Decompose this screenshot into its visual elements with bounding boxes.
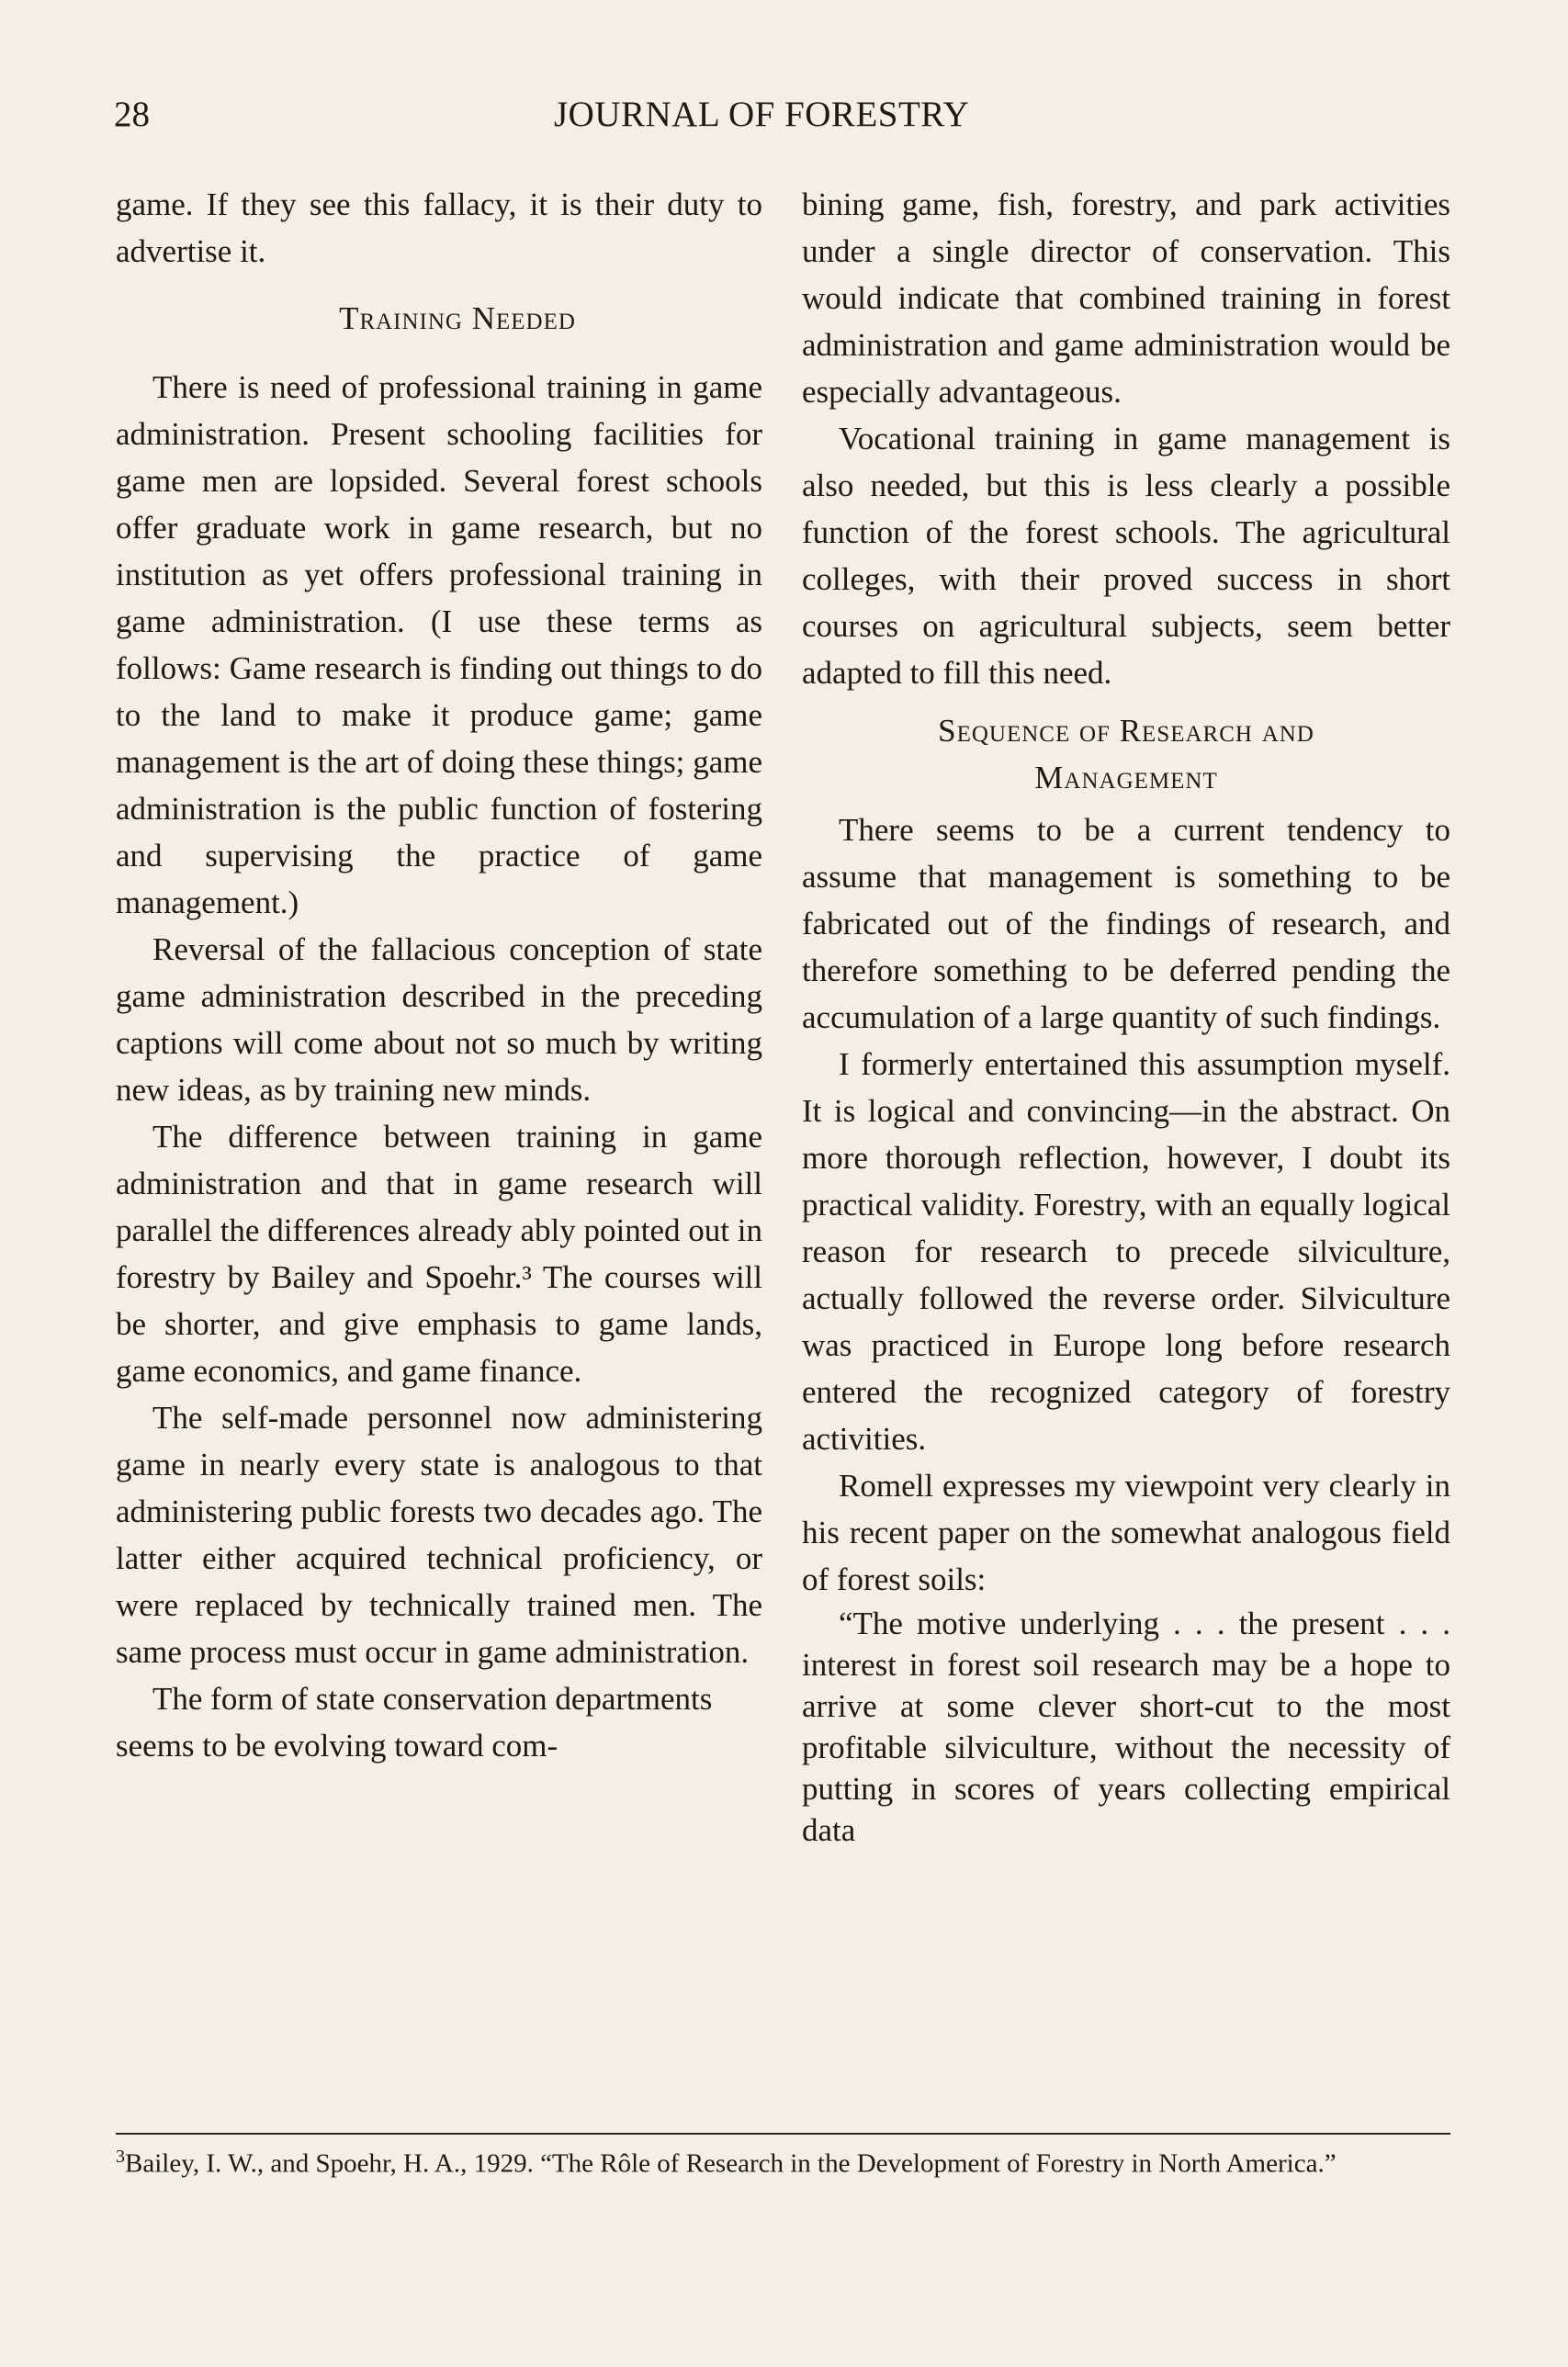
paragraph: Reversal of the fallacious conception of state game administration described in the preceding captions will come about not so much by writing new ideas, as by training new minds.: [116, 931, 762, 1108]
left-column: [116, 181, 762, 1769]
footnote-divider: [116, 2133, 1450, 2135]
paragraph: The difference between training in game administration and that in game research will parallel the differences already ably pointed out in forestry by Bailey and Spoehr.³ The courses will be shorter, and give emphasis to game lands, game economics, and game finance.: [116, 1119, 762, 1389]
paragraph: There seems to be a current tendency to assume that management is something to be fabricated out of the findings of research, and therefore something to be deferred pending the accumulation of a large quantity of such findings.: [802, 812, 1450, 1035]
paragraph: bining game, fish, forestry, and park activities under a single director of conservation. This would indicate that combined training in forest administration and game administration would be especially advantageous.: [802, 186, 1450, 410]
paragraph: The self-made personnel now administering game in nearly every state is analogous to that administering public forests two decades ago. The latter either acquired technical proficiency, or were replaced by technically trained men. The same process must occur in game administration.: [116, 1400, 762, 1670]
paragraph: I formerly entertained this assumption myself. It is logical and convincing—in the abstract. On more thorough reflection, however, I doubt its practical validity. Forestry, with an equally logical reason for research to precede silviculture, actually followed the reverse order. Silviculture was practiced in Europe long before research entered the recognized category of forestry activities.: [802, 1046, 1450, 1457]
running-title: JOURNAL OF FORESTRY: [554, 94, 970, 134]
block-quote: “The motive underlying . . . the present . . . interest in forest soil research may be a hope to arrive at some clever short-cut to the most profitable silviculture, without the necessity of putting in scores of years collecting empirical data: [802, 1606, 1450, 1848]
section-heading-line: Management: [1034, 760, 1218, 795]
footnote: [116, 2138, 1450, 2182]
section-heading-training-needed: Training Needed: [339, 300, 576, 336]
paragraph: game. If they see this fallacy, it is their duty to advertise it.: [116, 186, 762, 269]
paragraph: The form of state conservation departments seems to be evolving toward com-: [116, 1681, 713, 1764]
footnote-marker: 3: [116, 2147, 125, 2167]
right-column: [802, 181, 1450, 1851]
footnote-text: Bailey, I. W., and Spoehr, H. A., 1929. “The Rôle of Research in the Development of Forestry in North America.”: [125, 2148, 1337, 2179]
page-header: [114, 88, 1032, 140]
paragraph: Vocational training in game management is also needed, but this is less clearly a possible function of the forest schools. The agricultural colleges, with their proved success in short courses on agricultural subjects, seem better adapted to fill this need.: [802, 421, 1450, 691]
section-heading-sequence: [802, 707, 1450, 801]
section-heading-line: Sequence of Research and: [938, 713, 1314, 749]
page-number: 28: [114, 94, 150, 134]
paragraph: Romell expresses my viewpoint very clearly in his recent paper on the somewhat analogous field of forest soils:: [802, 1468, 1450, 1597]
paragraph: There is need of professional training in game administration. Present schooling facilities for game men are lopsided. Several forest schools offer graduate work in game research, but no institution as yet offers professional training in game administration. (I use these terms as follows: Game research is finding out things to do to the land to make it produce game; game management is the art of doing these things; game administration is the public function of fostering and supervising the practice of game management.): [116, 369, 762, 920]
